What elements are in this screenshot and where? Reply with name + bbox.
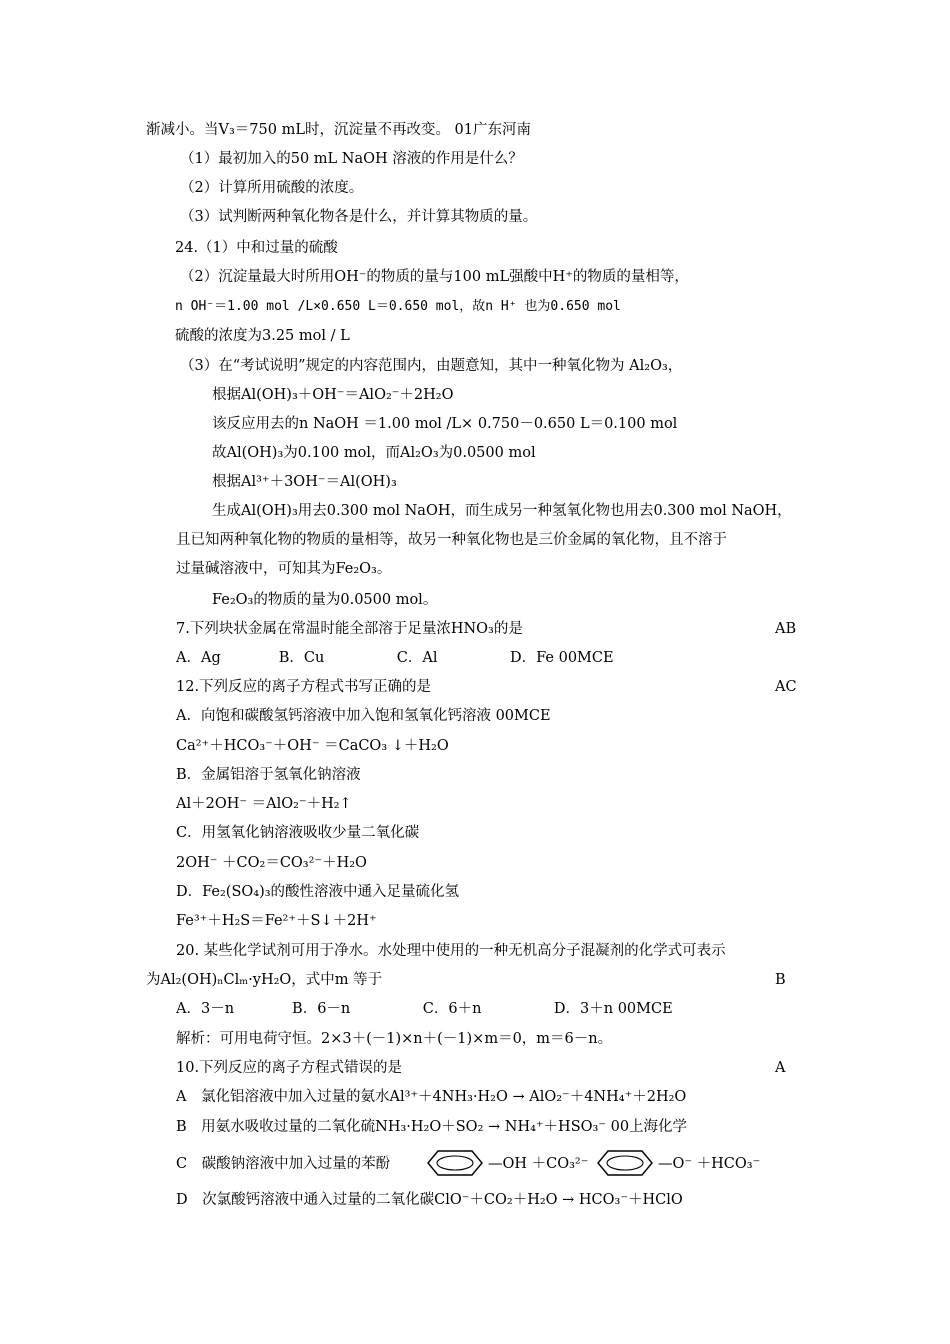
equation-line: Al＋2OH⁻ ＝AlO₂⁻＋H₂↑ (176, 796, 352, 812)
text-line: 且已知两种氧化物的物质的量相等，故另一种氧化物也是三价金属的氧化物，且不溶于 (176, 532, 727, 548)
option-b: B．金属铝溶于氢氧化钠溶液 (176, 767, 361, 783)
equation-line: n OH⁻＝1.00 mol /L×0.650 L＝0.650 mol，故n H⁺ 也为0.650 mol (175, 299, 621, 314)
text-line: 过量碱溶液中，可知其为Fe₂O₃。 (176, 561, 392, 577)
equation-line: Fe³⁺＋H₂S＝Fe²⁺＋S↓＋2H⁺ (176, 913, 377, 929)
option-a: A．向饱和碳酸氢钙溶液中加入饱和氢氧化钙溶液 00MCE (176, 708, 551, 724)
explanation: 解析：可用电荷守恒。2×3＋(－1)×n＋(－1)×m＝0，m＝6－n。 (176, 1031, 613, 1047)
equation-line: 2OH⁻ ＋CO₂＝CO₃²⁻＋H₂O (176, 855, 367, 871)
question-part-3: （3）试判断两种氧化物各是什么，并计算其物质的量。 (180, 209, 538, 225)
question-part-2: （2）计算所用硫酸的浓度。 (180, 180, 364, 196)
option-d: D．Fe₂(SO₄)₃的酸性溶液中通入足量硫化氢 (176, 884, 460, 900)
text-line: （2）沉淀量最大时所用OH⁻的物质的量与100 mL强酸中H⁺的物质的量相等， (180, 269, 689, 285)
benzene-ring-icon (594, 1148, 656, 1178)
option-c: C．用氢氧化钠溶液吸收少量二氧化碳 (176, 825, 420, 841)
option-c: C 碳酸钠溶液中加入过量的苯酚 (176, 1156, 391, 1172)
equation-line: 根据Al³⁺＋3OH⁻＝Al(OH)₃ (212, 474, 397, 490)
answer-20: B (775, 972, 786, 988)
text-line: 该反应用去的n NaOH ＝1.00 mol /L× 0.750－0.650 L＝0.100 mol (212, 416, 678, 432)
text-line: 硫酸的浓度为3.25 mol / L (175, 328, 350, 344)
equation-line: —O⁻ ＋HCO₃⁻ (658, 1156, 761, 1172)
answer-24-heading: 24.（1）中和过量的硫酸 (175, 240, 338, 256)
question-7-options: A．Ag B．Cu C．Al D．Fe 00MCE (176, 650, 614, 666)
text-line: Fe₂O₃的物质的量为0.0500 mol。 (212, 592, 438, 608)
option-b: B 用氨水吸收过量的二氧化硫NH₃·H₂O＋SO₂ → NH₄⁺＋HSO₃⁻ 00上海化学 (176, 1119, 688, 1135)
text-line: 故Al(OH)₃为0.100 mol，而Al₂O₃为0.0500 mol (212, 445, 536, 461)
equation-line: 根据Al(OH)₃＋OH⁻＝AlO₂⁻＋2H₂O (212, 387, 454, 403)
option-a: A 氯化铝溶液中加入过量的氨水Al³⁺＋4NH₃·H₂O → AlO₂⁻＋4NH₄⁺＋2H₂O (176, 1089, 687, 1105)
question-20-options: A．3－n B．6－n C．6＋n D．3＋n 00MCE (176, 1001, 673, 1017)
answer-12: AC (775, 679, 797, 695)
equation-line: Ca²⁺＋HCO₃⁻＋OH⁻ ＝CaCO₃ ↓＋H₂O (176, 738, 449, 754)
question-20-cont: 为Al₂(OH)ₙClₘ·yH₂O，式中m 等于 (146, 972, 383, 988)
answer-7: AB (775, 621, 797, 637)
question-part-1: （1）最初加入的50 mL NaOH 溶液的作用是什么？ (180, 151, 523, 167)
option-d: D 次氯酸钙溶液中通入过量的二氧化碳ClO⁻＋CO₂＋H₂O → HCO₃⁻＋HClO (176, 1192, 683, 1208)
answer-10: A (775, 1060, 786, 1076)
text-line: 生成Al(OH)₃用去0.300 mol NaOH，而生成另一种氢氧化物也用去0.300 mol NaOH， (212, 503, 792, 519)
question-7: 7.下列块状金属在常温时能全部溶于足量浓HNO₃的是 (176, 621, 523, 637)
benzene-ring-icon (424, 1148, 486, 1178)
question-20: 20. 某些化学试剂可用于净水。水处理中使用的一种无机高分子混凝剂的化学式可表示 (176, 943, 726, 959)
text-line: （3）在“考试说明”规定的内容范围内，由题意知，其中一种氧化物为 Al₂O₃， (180, 358, 683, 374)
question-10: 10.下列反应的离子方程式错误的是 (176, 1060, 403, 1076)
equation-line: —OH ＋CO₃²⁻ (488, 1156, 589, 1172)
text-line: 渐减小。当V₃＝750 mL时，沉淀量不再改变。 01广东河南 (146, 122, 532, 138)
question-12: 12.下列反应的离子方程式书写正确的是 (176, 679, 432, 695)
